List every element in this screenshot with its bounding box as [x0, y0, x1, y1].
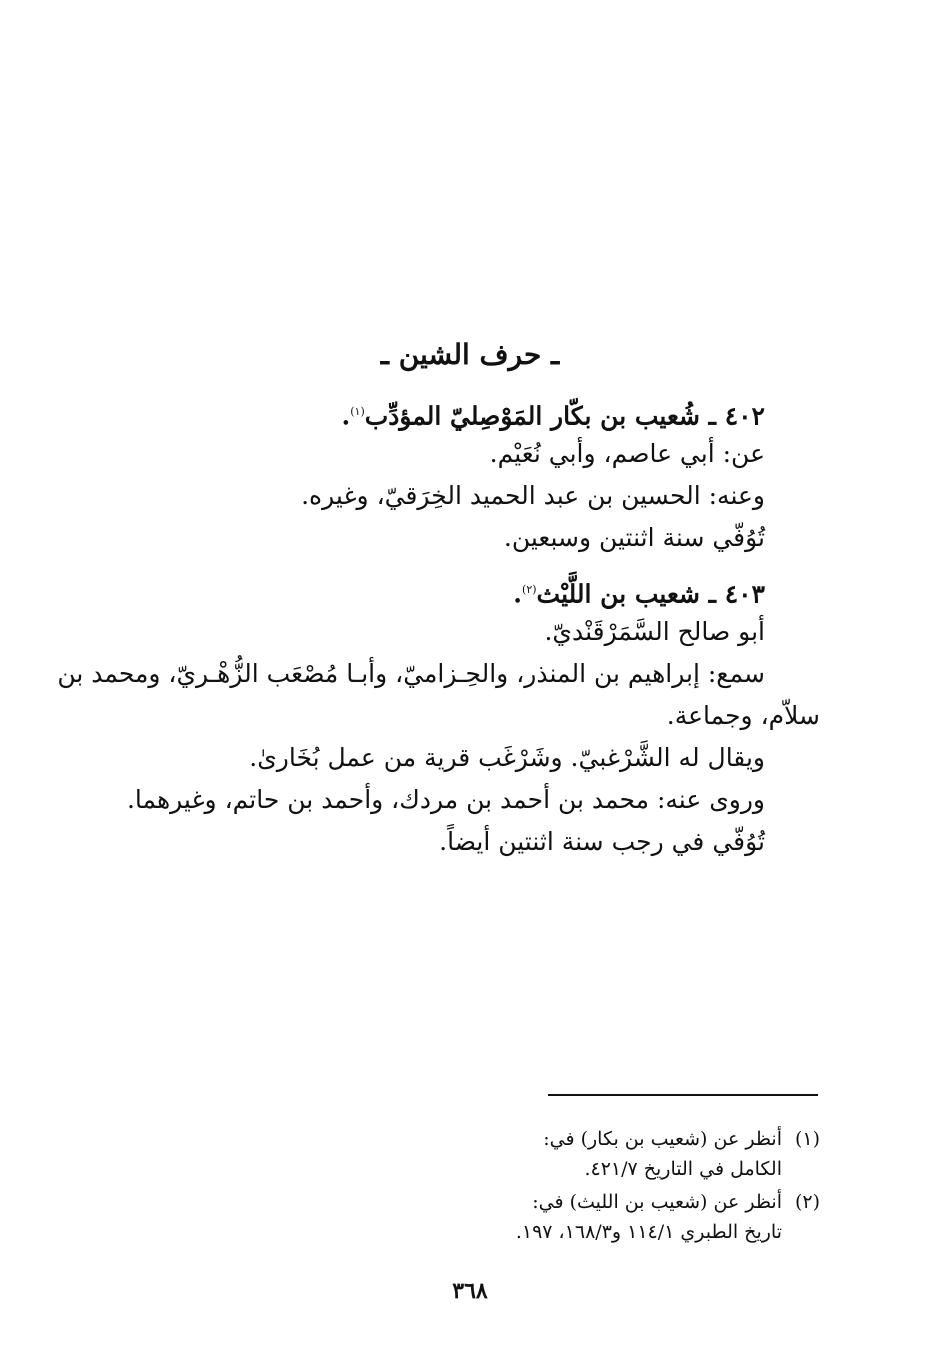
entry-line: تُوُفّي سنة اثنتين وسبعين. [503, 523, 765, 552]
page-number: ٣٦٨ [452, 1278, 488, 1304]
entry-title-403: ٤٠٣ ـ شعيب بن اللَّيْث$^{(٢)}$. [513, 579, 765, 609]
entry-line: وعنه: الحسين بن عبد الحميد الخِرَقيّ، وغيره. [301, 481, 765, 510]
footnote-text: أنظر عن (شعيب بن بكار) في: [543, 1128, 782, 1150]
footnote-divider [548, 1094, 818, 1096]
entry-title-text: ٤٠٢ ـ شُعيب بن بكّار المَوْصِليّ المؤدِّب [364, 401, 765, 431]
footnote-number: (١) [794, 1128, 820, 1150]
footnote-ref: (٢) [522, 583, 537, 596]
footnote-1 [543, 1125, 820, 1153]
entry-title-text: ٤٠٣ ـ شعيب بن اللَّيْث [536, 579, 765, 609]
footnote-text: أنظر عن (شعيب بن الليث) في: [532, 1191, 782, 1213]
footnote-ref: (١) [350, 405, 365, 418]
entry-line: تُوُفّي في رجب سنة اثنتين أيضاً. [439, 827, 765, 856]
entry-line: عن: أبي عاصم، وأبي نُعَيْم. [489, 439, 765, 468]
entry-line: ويقال له الشَّرْغبيّ. وشَرْغَب قرية من عمل بُخَارىٰ. [249, 743, 765, 772]
footnote-number: (٢) [794, 1191, 820, 1213]
entry-line: أبو صالح السَّمَرْقَنْديّ. [544, 617, 765, 646]
entry-line: وروى عنه: محمد بن أحمد بن مردك، وأحمد بن حاتم، وغيرهما. [126, 785, 765, 814]
footnote-1-cont: الكامل في التاريخ ٤٢١/٧. [584, 1158, 782, 1180]
entry-line: سمع: إبراهيم بن المنذر، والحِـزاميّ، وأبـا مُصْعَب الزُّهْـريّ، ومحمد بن [57, 659, 765, 688]
entry-line: سلاّم، وجماعة. [666, 701, 820, 730]
section-heading: ـ حرف الشين ـ [380, 338, 560, 371]
footnote-2-cont: تاريخ الطبري ١١٤/١ و١٦٨/٣، ١٩٧. [515, 1221, 782, 1243]
entry-title-402: ٤٠٢ ـ شُعيب بن بكّار المَوْصِليّ المؤدِّب$^{(١)}$. [341, 401, 765, 431]
footnote-2 [532, 1188, 820, 1216]
